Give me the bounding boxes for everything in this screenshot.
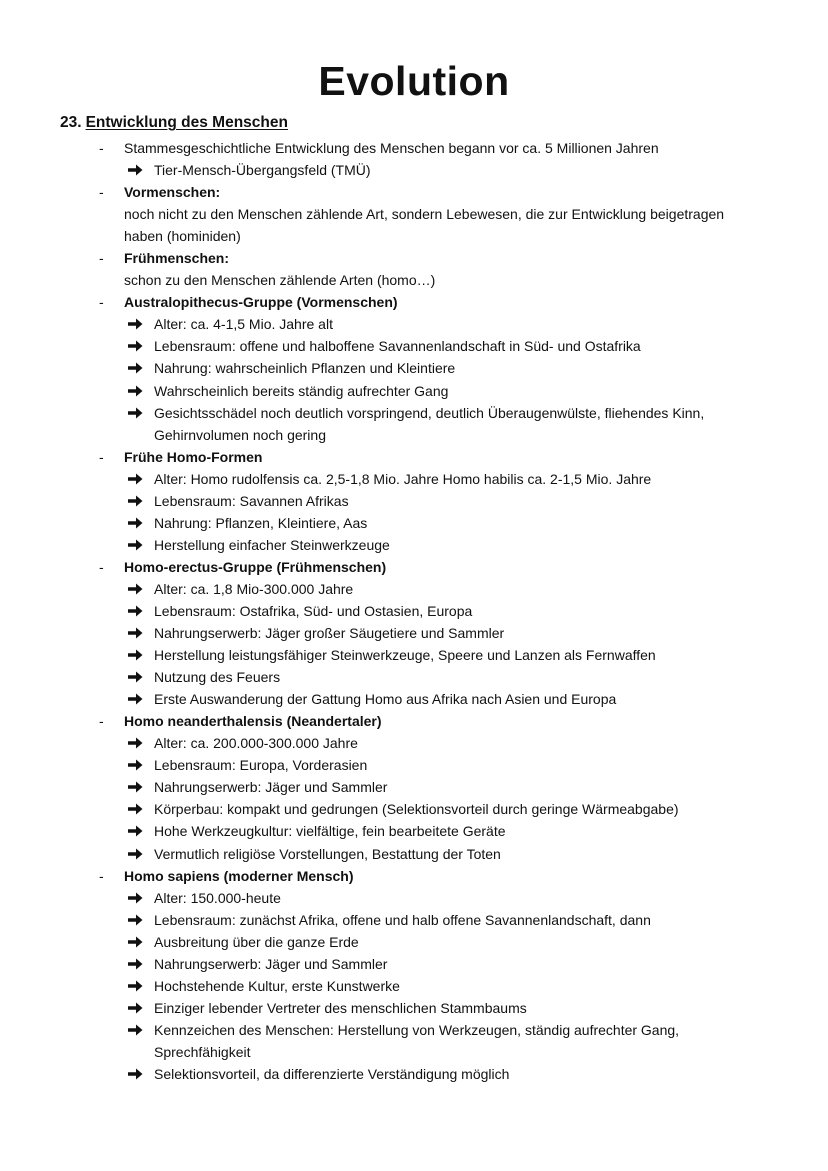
arrow-item [0,1019,828,1041]
arrow-item-text: Einziger lebender Vertreter des menschlichen Stammbaums [154,999,527,1016]
arrow-item-text: Alter: ca. 4-1,5 Mio. Jahre alt [154,316,333,333]
arrow-item-text: Gehirnvolumen noch gering [154,426,326,443]
right-arrow-icon [128,1019,144,1041]
section-number: 23. [60,114,82,131]
right-arrow-icon [128,622,144,644]
arrow-item-text: Tier-Mensch-Übergangsfeld (TMÜ) [154,162,371,179]
dash-bullet: - [99,558,104,575]
arrow-item [0,402,828,424]
arrow-item-text: Alter: ca. 1,8 Mio-300.000 Jahre [154,580,354,597]
arrow-item [0,732,828,754]
section-title: Entwicklung des Menschen [85,114,288,131]
arrow-item-text: Alter: ca. 200.000-300.000 Jahre [154,735,358,752]
list-item [0,446,828,468]
arrow-item [0,688,828,710]
right-arrow-icon [128,313,144,335]
page-title: Evolution [318,58,510,104]
arrow-item-text: Alter: 150.000-heute [154,889,281,906]
subheading: Vormenschen: [124,184,221,201]
arrow-item-text: Selektionsvorteil, da differenzierte Verständigung möglich [154,1065,510,1082]
arrow-item [0,997,828,1019]
dash-bullet: - [99,294,104,311]
arrow-item-continuation [0,424,828,446]
right-arrow-icon [128,644,144,666]
arrow-item-text: Lebensraum: Europa, Vorderasien [154,757,368,774]
arrow-item-text: Herstellung einfacher Steinwerkzeuge [154,536,390,553]
paragraph-text: noch nicht zu den Menschen zählende Art, sondern Lebewesen, die zur Entwicklung beigetragen [124,206,725,223]
arrow-item-text: Lebensraum: Savannen Afrikas [154,492,349,509]
right-arrow-icon [128,931,144,953]
list-item-text: Stammesgeschichtliche Entwicklung des Menschen begann vor ca. 5 Millionen Jahren [124,140,659,156]
arrow-item-text: Lebensraum: offene und halboffene Savannenlandschaft in Süd- und Ostafrika [154,338,641,355]
arrow-item-text: Ausbreitung über die ganze Erde [154,933,359,950]
right-arrow-icon [128,666,144,688]
right-arrow-icon [128,380,144,402]
arrow-item [0,931,828,953]
arrow-item [0,600,828,622]
arrow-item [0,820,828,842]
arrow-item [0,468,828,490]
right-arrow-icon [128,534,144,556]
arrow-item [0,380,828,402]
dash-bullet: - [99,250,104,267]
arrow-item-text: Gesichtsschädel noch deutlich vorspringend, deutlich Überaugenwülste, fliehendes Kinn, [154,404,705,421]
right-arrow-icon [128,688,144,710]
right-arrow-icon [128,1063,144,1085]
right-arrow-icon [128,159,144,181]
list-item [0,137,828,159]
arrow-item [0,357,828,379]
arrow-item-text: Nahrungserwerb: Jäger und Sammler [154,779,388,796]
paragraph-line [0,203,828,225]
right-arrow-icon [128,732,144,754]
right-arrow-icon [128,357,144,379]
list-item [0,865,828,887]
right-arrow-icon [128,490,144,512]
arrow-item-text: Lebensraum: zunächst Afrika, offene und halb offene Savannenlandschaft, dann [154,911,651,928]
list-item [0,247,828,269]
subheading: Australopithecus-Gruppe (Vormenschen) [124,294,398,311]
arrow-item [0,578,828,600]
arrow-item-text: Sprechfähigkeit [154,1043,251,1060]
right-arrow-icon [128,776,144,798]
section-heading [60,113,288,133]
subheading: Frühe Homo-Formen [124,448,263,465]
arrow-item [0,776,828,798]
paragraph-text: schon zu den Menschen zählende Arten (homo…) [124,272,436,289]
right-arrow-icon [128,754,144,776]
subheading: Frühmenschen: [124,250,230,267]
arrow-item [0,909,828,931]
arrow-item-text: Hohe Werkzeugkultur: vielfältige, fein bearbeitete Geräte [154,823,506,840]
right-arrow-icon [128,468,144,490]
list-item [0,291,828,313]
arrow-item [0,798,828,820]
arrow-item [0,843,828,865]
arrow-item [0,622,828,644]
right-arrow-icon [128,600,144,622]
arrow-item [0,644,828,666]
arrow-item-text: Hochstehende Kultur, erste Kunstwerke [154,977,400,994]
subheading: Homo-erectus-Gruppe (Frühmenschen) [124,558,387,575]
arrow-item [0,512,828,534]
right-arrow-icon [128,820,144,842]
arrow-item-text: Erste Auswanderung der Gattung Homo aus Afrika nach Asien und Europa [154,691,617,708]
arrow-item [0,666,828,688]
right-arrow-icon [128,997,144,1019]
arrow-item [0,953,828,975]
arrow-item-text: Nutzung des Feuers [154,669,281,686]
right-arrow-icon [128,578,144,600]
arrow-item-text: Lebensraum: Ostafrika, Süd- und Ostasien, Europa [154,602,473,619]
arrow-item-text: Wahrscheinlich bereits ständig aufrechter Gang [154,382,449,399]
arrow-item-text: Kennzeichen des Menschen: Herstellung von Werkzeugen, ständig aufrechter Gang, [154,1021,680,1038]
list-item [0,181,828,203]
arrow-item-text: Alter: Homo rudolfensis ca. 2,5-1,8 Mio. Jahre Homo habilis ca. 2-1,5 Mio. Jahre [154,470,652,487]
arrow-item [0,754,828,776]
list-item [0,556,828,578]
arrow-item [0,887,828,909]
subheading: Homo neanderthalensis (Neandertaler) [124,713,382,730]
right-arrow-icon [128,975,144,997]
arrow-item-text: Vermutlich religiöse Vorstellungen, Bestattung der Toten [154,845,501,862]
dash-bullet: - [99,713,104,730]
arrow-item [0,335,828,357]
right-arrow-icon [128,843,144,865]
right-arrow-icon [128,909,144,931]
paragraph-line [0,269,828,291]
arrow-item-text: Herstellung leistungsfähiger Steinwerkzeuge, Speere und Lanzen als Fernwaffen [154,647,656,664]
arrow-item [0,313,828,335]
paragraph-line [0,225,828,247]
arrow-item-text: Nahrung: wahrscheinlich Pflanzen und Kleintiere [154,360,456,377]
arrow-item-text: Nahrung: Pflanzen, Kleintiere, Aas [154,514,368,531]
arrow-item [0,975,828,997]
dash-bullet: - [99,448,104,465]
arrow-item-text: Nahrungserwerb: Jäger und Sammler [154,955,388,972]
right-arrow-icon [128,402,144,424]
arrow-item [0,1063,828,1085]
right-arrow-icon [128,887,144,909]
dash-bullet: - [99,140,104,156]
right-arrow-icon [128,953,144,975]
arrow-item-text: Nahrungserwerb: Jäger großer Säugetiere und Sammler [154,625,505,642]
notes-list [0,137,828,1085]
right-arrow-icon [128,798,144,820]
arrow-item [0,159,828,181]
arrow-item [0,534,828,556]
subheading: Homo sapiens (moderner Mensch) [124,867,354,884]
paragraph-text: haben (hominiden) [124,228,241,245]
list-item [0,710,828,732]
arrow-item [0,490,828,512]
arrow-item-text: Körperbau: kompakt und gedrungen (Selektionsvorteil durch geringe Wärmeabgabe) [154,801,679,818]
right-arrow-icon [128,335,144,357]
arrow-item-continuation [0,1041,828,1063]
right-arrow-icon [128,512,144,534]
dash-bullet: - [99,184,104,201]
dash-bullet: - [99,867,104,884]
